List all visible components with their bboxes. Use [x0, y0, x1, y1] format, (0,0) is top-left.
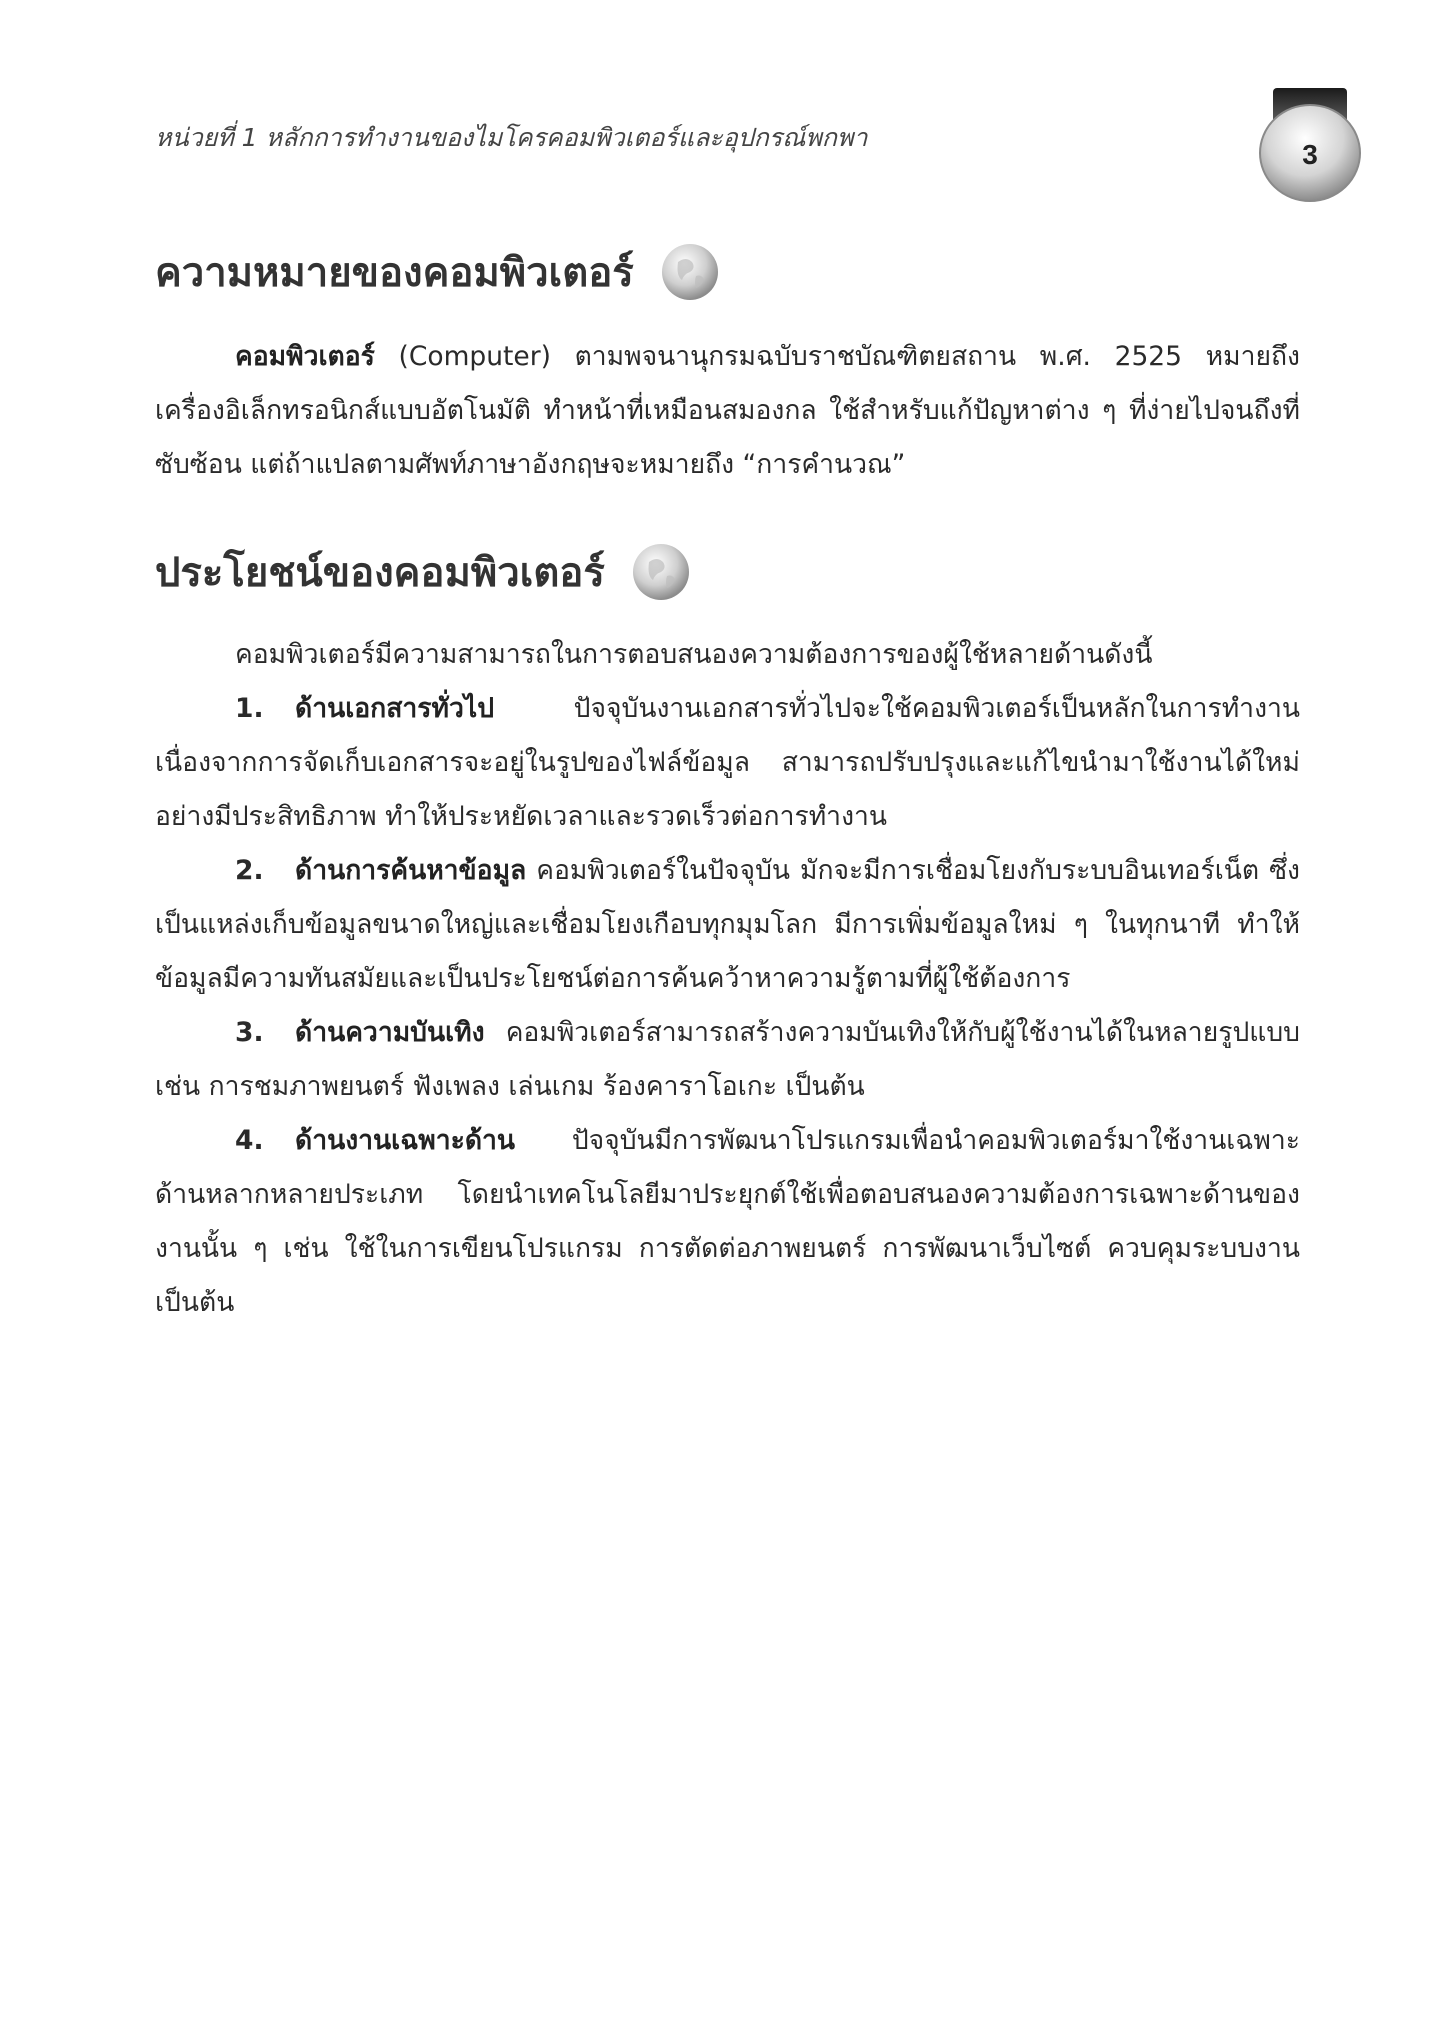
globe-icon	[631, 542, 691, 602]
benefit-term: ด้านเอกสารทั่วไป	[295, 693, 495, 724]
benefit-number: 3.	[235, 1017, 264, 1048]
section-title-benefits	[155, 540, 691, 604]
benefit-term: ด้านการค้นหาข้อมูล	[295, 855, 527, 886]
globe-icon	[660, 242, 720, 302]
benefit-text: ปัจจุบันงานเอกสารทั่วไปจะใช้คอมพิวเตอร์เป็นหลักในการทำงาน เนื่องจากการจัดเก็บเอกสารจะอยู่ในรูปของไฟล์ข้อมูล สามารถปรับปรุงและแก้ไขนำมาใช้งานได้ใหม่อย่างมีประสิทธิภาพ ทำให้ประหยัดเวลาและรวดเร็วต่อการทำงาน	[155, 693, 1300, 832]
benefit-item-specialized	[155, 1114, 1300, 1330]
benefit-number: 2.	[235, 855, 264, 886]
page-badge-graphic	[1255, 88, 1365, 208]
benefit-term: ด้านงานเฉพาะด้าน	[295, 1125, 516, 1156]
benefit-text: คอมพิวเตอร์สามารถสร้างความบันเทิงให้กับผู้ใช้งานได้ในหลายรูปแบบ เช่น การชมภาพยนตร์ ฟังเพลง เล่นเกม ร้องคาราโอเกะ เป็นต้น	[155, 1017, 1300, 1102]
benefit-item-documents	[155, 682, 1300, 844]
definition-text: (Computer) ตามพจนานุกรมฉบับราชบัณฑิตยสถาน พ.ศ. 2525 หมายถึง เครื่องอิเล็กทรอนิกส์แบบอัตโนมัติ ทำหน้าที่เหมือนสมองกล ใช้สำหรับแก้ปัญหาต่าง ๆ ที่ง่ายไปจนถึงที่ซับซ้อน แต่ถ้าแปลตามศัพท์ภาษาอังกฤษจะหมายถึง “การคำนวณ”	[155, 341, 1300, 480]
definition-paragraph	[155, 330, 1300, 492]
benefit-item-search	[155, 844, 1300, 1006]
benefit-number: 4.	[235, 1125, 264, 1156]
benefit-text: คอมพิวเตอร์ในปัจจุบัน มักจะมีการเชื่อมโยงกับระบบอินเทอร์เน็ต ซึ่งเป็นแหล่งเก็บข้อมูลขนาดใหญ่และเชื่อมโยงเกือบทุกมุมโลก มีการเพิ่มข้อมูลใหม่ ๆ ในทุกนาที ทำให้ข้อมูลมีความทันสมัยและเป็นประโยชน์ต่อการค้นคว้าหาความรู้ตามที่ผู้ใช้ต้องการ	[155, 855, 1300, 994]
benefit-number: 1.	[235, 693, 264, 724]
page-number-badge	[1255, 88, 1365, 208]
running-header: หน่วยที่ 1 หลักการทำงานของไมโครคอมพิวเตอร์และอุปกรณ์พกพา	[155, 123, 868, 152]
definition-term: คอมพิวเตอร์	[235, 341, 375, 372]
benefits-intro: คอมพิวเตอร์มีความสามารถในการตอบสนองความต้องการของผู้ใช้หลายด้านดังนี้	[235, 639, 1153, 670]
section-title-meaning-text: ความหมายของคอมพิวเตอร์	[155, 250, 634, 296]
benefit-item-entertainment	[155, 1006, 1300, 1114]
benefit-text: ปัจจุบันมีการพัฒนาโปรแกรมเพื่อนำคอมพิวเตอร์มาใช้งานเฉพาะด้านหลากหลายประเภท โดยนำเทคโนโลยีมาประยุกต์ใช้เพื่อตอบสนองความต้องการเฉพาะด้านของงานนั้น ๆ เช่น ใช้ในการเขียนโปรแกรม การตัดต่อภาพยนตร์ การพัฒนาเว็บไซต์ ควบคุมระบบงาน เป็นต้น	[155, 1125, 1300, 1318]
section-title-benefits-text: ประโยชน์ของคอมพิวเตอร์	[155, 550, 605, 596]
section-title-meaning	[155, 240, 720, 304]
benefit-term: ด้านความบันเทิง	[295, 1017, 485, 1048]
page-number: 3	[1302, 139, 1318, 170]
